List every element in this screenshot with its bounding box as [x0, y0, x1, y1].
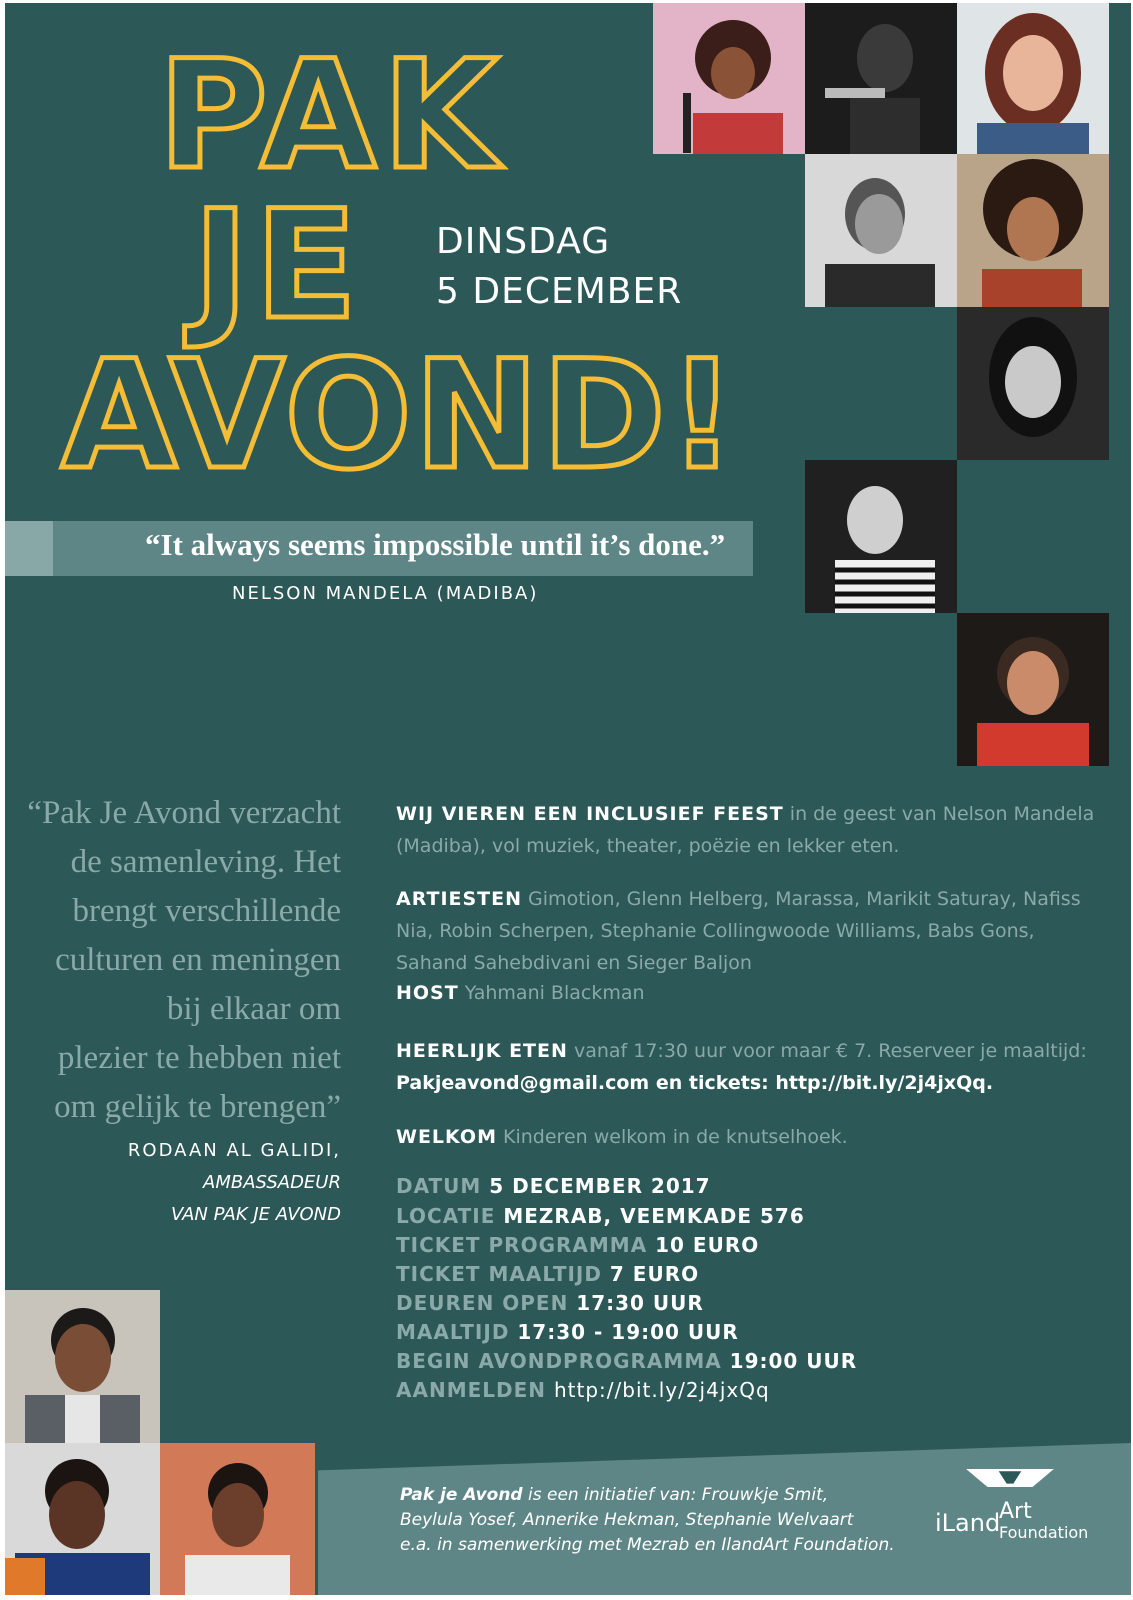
feest-text: in de geest van Nelson Mandela (Madiba), vol muziek, theater, poëzie en lekker eten.: [396, 803, 1095, 857]
footer-line-1: [400, 1485, 828, 1505]
photo-artist-5: [957, 154, 1109, 307]
photo-artist-2: [805, 3, 957, 154]
detail-aanmelden-link[interactable]: http://bit.ly/2j4jxQq: [553, 1378, 770, 1402]
side-quote-line: plezier te hebben niet: [57, 1040, 341, 1076]
detail-label: TICKET MAALTIJD: [396, 1262, 602, 1286]
detail-label: DEUREN OPEN: [396, 1291, 569, 1315]
detail-ticket-programma: [396, 1233, 759, 1257]
detail-value: MEZRAB, VEEMKADE 576: [503, 1204, 805, 1228]
detail-aanmelden: [396, 1378, 770, 1402]
info-host: [396, 977, 1096, 1009]
poster: [5, 3, 1131, 1595]
photo-initiator-1: [5, 1443, 160, 1595]
eten-label: HEERLIJK ETEN: [396, 1040, 568, 1062]
side-quote-author: RODAAN AL GALIDI,: [127, 1140, 341, 1161]
detail-locatie: [396, 1204, 805, 1228]
photo-artist-3: [957, 3, 1109, 154]
info-feest: [396, 798, 1096, 862]
side-quote-attribution: [128, 1135, 341, 1231]
date-day: 5 DECEMBER: [436, 271, 683, 312]
detail-label: BEGIN AVONDPROGRAMMA: [396, 1349, 722, 1373]
eten-ticket-link[interactable]: http://bit.ly/2j4jxQq.: [775, 1072, 994, 1094]
detail-maaltijd: [396, 1320, 739, 1344]
detail-deuren-open: [396, 1291, 704, 1315]
title-line-pak: PAK: [158, 29, 505, 203]
footer-name: Pak je Avond: [400, 1485, 523, 1505]
date-weekday: DINSDAG: [436, 221, 611, 262]
ilandart-logo: [935, 1463, 1095, 1573]
detail-value: 7 EURO: [609, 1262, 700, 1286]
logo-mark-icon: [965, 1463, 1055, 1493]
detail-label: AANMELDEN: [396, 1378, 547, 1402]
eten-email-link[interactable]: Pakjeavond@gmail.com: [396, 1072, 650, 1094]
logo-text-foundation: Foundation: [999, 1523, 1089, 1542]
host-text: Yahmani Blackman: [458, 982, 645, 1004]
detail-value: 5 DECEMBER 2017: [489, 1174, 711, 1198]
detail-value: 17:30 - 19:00 UUR: [517, 1320, 739, 1344]
eten-text-1: vanaf 17:30 uur voor maar € 7. Reserveer je maaltijd:: [567, 1040, 1087, 1062]
welkom-label: WELKOM: [396, 1126, 497, 1148]
photo-artist-7: [805, 460, 957, 613]
side-quote-line: bij elkaar om: [166, 991, 341, 1027]
quote-text: “It always seems impossible until it’s done.”: [145, 527, 726, 562]
photo-artist-6: [957, 307, 1109, 460]
logo-text-art: Art: [999, 1499, 1032, 1524]
logo-text-iland: iLand: [935, 1509, 1001, 1537]
footer-line-2: Beylula Yosef, Annerike Hekman, Stephanie Welvaart: [400, 1510, 854, 1530]
quote-author: NELSON MANDELA (MADIBA): [232, 583, 539, 604]
side-quote-role-2: VAN PAK JE AVOND: [170, 1204, 341, 1225]
eten-text-2: en tickets:: [649, 1072, 776, 1094]
detail-ticket-maaltijd: [396, 1262, 699, 1286]
info-eten: [396, 1035, 1096, 1099]
feest-label: WIJ VIEREN EEN INCLUSIEF FEEST: [396, 803, 784, 825]
artiesten-label: ARTIESTEN: [396, 888, 523, 910]
detail-label: DATUM: [396, 1174, 482, 1198]
detail-datum: [396, 1174, 711, 1198]
photo-ambassador: [5, 1290, 160, 1443]
side-quote-line: brengt verschillende: [72, 893, 341, 929]
detail-value: 10 EURO: [655, 1233, 760, 1257]
photo-artist-1: [653, 3, 805, 154]
info-artiesten: [396, 883, 1096, 979]
info-welkom: [396, 1121, 1096, 1153]
artiesten-text: Gimotion, Glenn Helberg, Marassa, Marikit Saturay, Nafiss Nia, Robin Scherpen, Stephanie Collingwoode Williams, Babs Gons, Sahand Sahebdivani en Sieger Baljon: [396, 888, 1081, 974]
footer-text: is een initiatief van: Frouwkje Smit,: [522, 1485, 829, 1505]
detail-value: 19:00 UUR: [729, 1349, 858, 1373]
host-label: HOST: [396, 982, 459, 1004]
side-quote-line: culturen en meningen: [55, 942, 341, 978]
photo-initiator-2: [160, 1443, 315, 1595]
side-quote-role-1: AMBASSADEUR: [203, 1172, 341, 1193]
title-line-je: JE: [193, 179, 364, 353]
quote-bar-accent: [5, 521, 53, 576]
side-quote-line: om gelijk te brengen”: [54, 1089, 341, 1125]
side-quote-line: de samenleving. Het: [70, 844, 341, 880]
side-quote-line: “Pak Je Avond verzacht: [27, 795, 341, 831]
detail-label: LOCATIE: [396, 1204, 496, 1228]
detail-begin-avondprogramma: [396, 1349, 857, 1373]
detail-label: TICKET PROGRAMMA: [396, 1233, 648, 1257]
welkom-text: Kinderen welkom in de knutselhoek.: [496, 1126, 848, 1148]
photo-artist-4: [805, 154, 957, 307]
photo-host: [957, 613, 1109, 766]
detail-value: 17:30 UUR: [576, 1291, 704, 1315]
side-quote: [27, 789, 341, 1132]
footer-line-3: e.a. in samenwerking met Mezrab en IlandArt Foundation.: [400, 1535, 895, 1555]
detail-label: MAALTIJD: [396, 1320, 510, 1344]
title-line-avond: AVOND!: [61, 329, 739, 503]
